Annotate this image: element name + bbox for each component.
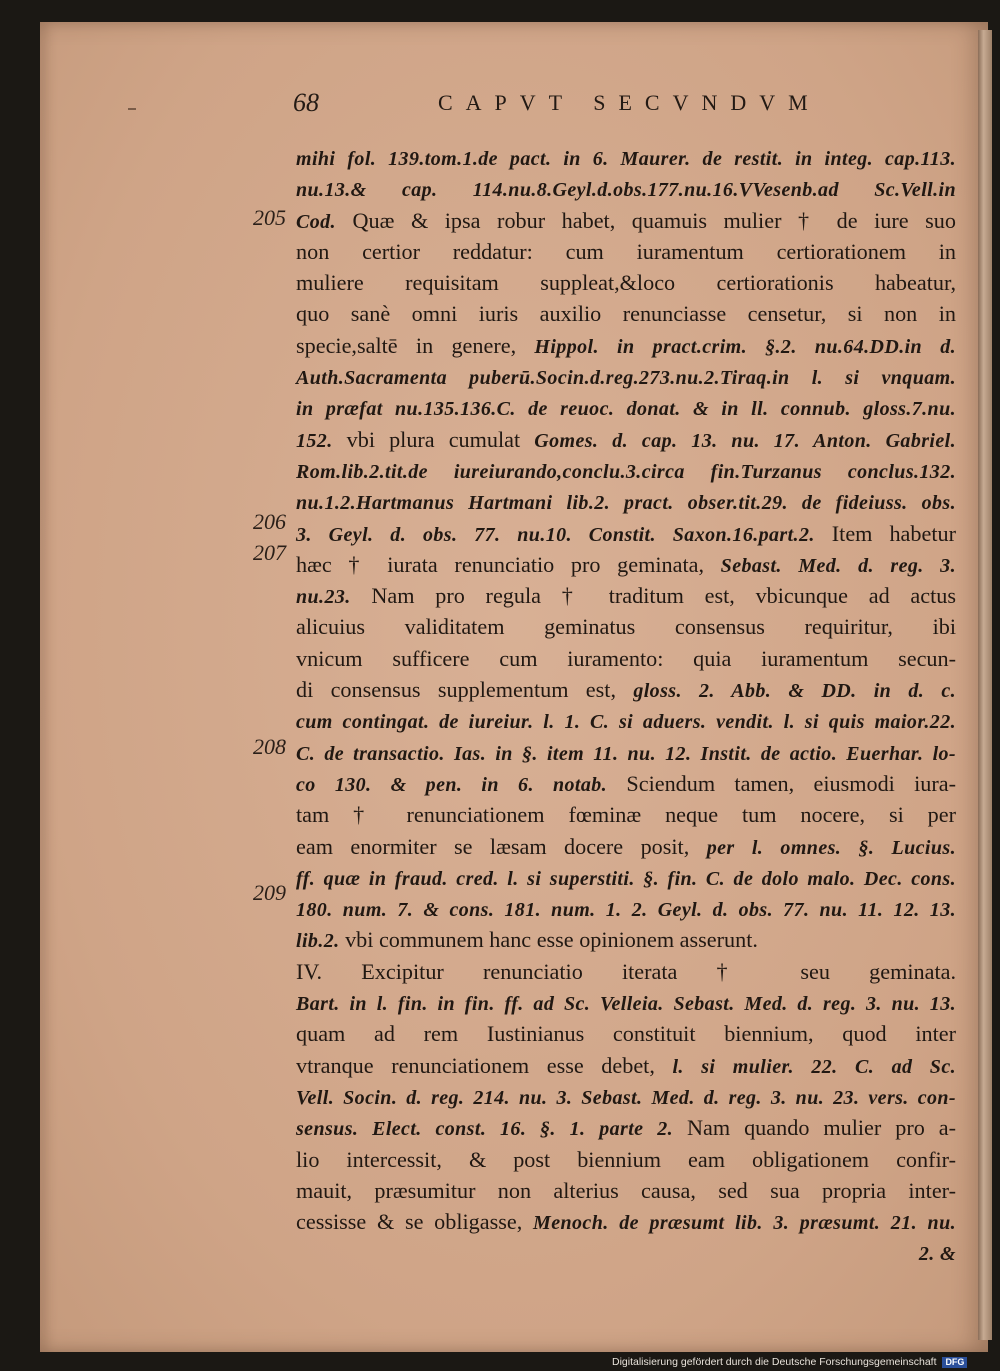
citation-text: 180. num. 7. & cons. 181. num. 1. 2. Geyl. d. obs. 77. nu. 11. 12. 13. [296, 899, 956, 922]
running-head: CAPVT SECVNDVM [438, 90, 821, 115]
body-text-segment: di consensus supplementum est, [296, 677, 634, 703]
citation-text: per l. omnes. §. Lucius. [706, 836, 956, 859]
margin-number-207: 207 [253, 540, 286, 565]
citation-text: co 130. & pen. in 6. notab. [296, 773, 608, 796]
citation-text: Rom.lib.2.tit.de iureiurando,conclu.3.circa fin.Turzanus conclus.132. [296, 460, 956, 483]
text-line [296, 1175, 956, 1206]
margin-number-209: 209 [253, 880, 286, 905]
text-line [296, 1018, 956, 1049]
citation-text: nu.23. [296, 586, 351, 609]
citation-text: Hippol. in pract.crim. §.2. nu.64.DD.in d. [534, 335, 957, 358]
text-line [296, 1237, 956, 1268]
body-text-segment: Nam quando mulier pro a- [673, 1115, 956, 1141]
body-text-segment: tam † renunciationem fœminæ neque tum nocere, si per [296, 802, 956, 828]
citation-text: 2. & [918, 1243, 956, 1266]
citation-text: C. de transactio. Ias. in §. item 11. nu. 12. Instit. de actio. Euerhar. lo- [296, 742, 956, 765]
text-line [296, 705, 956, 736]
text-line [296, 768, 956, 799]
body-text-segment: quam ad rem Iustinianus constituit biennium, quod inter [296, 1021, 956, 1047]
text-line [296, 1081, 956, 1112]
text-line [296, 205, 956, 236]
text-line [296, 424, 956, 455]
footer-text: Digitalisierung gefördert durch die Deutsche Forschungsgemeinschaft [612, 1356, 937, 1368]
citation-text: nu.13.& cap. 114.nu.8.Geyl.d.obs.177.nu.16.VVesenb.ad Sc.Vell.in [296, 179, 956, 202]
text-line [296, 987, 956, 1018]
text-line [296, 799, 956, 830]
body-text-segment: Nam pro regula † traditum est, vbicunque ad actus [350, 583, 956, 609]
citation-text: in præfat nu.135.136.C. de reuoc. donat. & in ll. connub. gloss.7.nu. [296, 398, 956, 421]
citation-text: Bart. in l. fin. in fin. ff. ad Sc. Velleia. Sebast. Med. d. reg. 3. nu. 13. [296, 993, 956, 1016]
body-text-segment: specie,saltē in genere, [296, 332, 535, 358]
text-line [296, 674, 956, 705]
citation-text: 3. Geyl. d. obs. 77. nu.10. Constit. Saxon.16.part.2. [296, 523, 815, 546]
dfg-logo: DFG [942, 1357, 967, 1368]
citation-text: ff. quæ in fraud. cred. l. si superstiti. §. fin. C. de dolo malo. Dec. cons. [296, 867, 956, 890]
text-line [296, 455, 956, 486]
footer [612, 1356, 967, 1368]
text-line [296, 330, 956, 361]
citation-text: Vell. Socin. d. reg. 214. nu. 3. Sebast. Med. d. reg. 3. nu. 23. vers. con- [296, 1086, 956, 1109]
body-text-segment: eam enormiter se læsam docere posit, [296, 833, 707, 859]
citation-text: cum contingat. de iureiur. l. 1. C. si aduers. vendit. l. si quis maior.22. [296, 711, 956, 734]
body-text-segment: muliere requisitam suppleat,&loco certiorationis habeatur, [296, 270, 956, 296]
citation-text: 152. [296, 429, 333, 452]
citation-text: l. si mulier. 22. C. ad Sc. [672, 1055, 956, 1078]
citation-text: Cod. [296, 210, 336, 233]
margin-mark [128, 108, 136, 110]
margin-number-208: 208 [253, 734, 286, 759]
body-text [296, 142, 956, 1269]
body-text-segment: non certior reddatur: cum iuramentum certiorationem in [296, 238, 956, 264]
citation-text: Auth.Sacramenta puberū.Socin.d.reg.273.nu.2.Tiraq.in l. si vnquam. [296, 367, 956, 390]
page-number: 68 [293, 88, 319, 117]
text-line [296, 924, 956, 955]
body-text-segment: lio intercessit, & post biennium eam obligationem confir- [296, 1146, 956, 1172]
body-text-segment: vtranque renunciationem esse debet, [296, 1052, 673, 1078]
text-line [296, 611, 956, 642]
text-line [296, 1112, 956, 1143]
body-text-segment: Item habetur [814, 520, 956, 546]
margin-number-206: 206 [253, 509, 286, 534]
body-text-segment: vbi communem hanc esse opinionem asserunt. [339, 927, 758, 953]
text-line [296, 267, 956, 298]
body-text-segment: mauit, præsumitur non alterius causa, sed sua propria inter- [296, 1177, 956, 1203]
text-line [296, 956, 956, 987]
page-edge [978, 30, 992, 1340]
text-line [296, 831, 956, 862]
body-text-segment: cessisse & se obligasse, [296, 1209, 534, 1235]
body-text-segment: quo sanè omni iuris auxilio renunciasse censetur, si non in [296, 301, 956, 327]
body-text-segment: alicuius validitatem geminatus consensus requiritur, ibi [296, 614, 956, 640]
text-line [296, 1050, 956, 1081]
citation-text: gloss. 2. Abb. & DD. in d. c. [633, 680, 956, 703]
text-line [296, 893, 956, 924]
citation-text: nu.1.2.Hartmanus Hartmani lib.2. pract. obser.tit.29. de fideiuss. obs. [296, 492, 956, 515]
text-line [296, 1206, 956, 1237]
body-text-segment: vbi plura cumulat [332, 426, 535, 452]
body-text-segment: Sciendum tamen, eiusmodi iura- [607, 770, 957, 796]
text-line [296, 643, 956, 674]
body-text-segment: IV. Excipitur renunciatio iterata † seu geminata. [296, 958, 956, 984]
body-text-segment: Quæ & ipsa robur habet, quamuis mulier † de iure suo [335, 207, 956, 233]
text-line [296, 580, 956, 611]
margin-number-205: 205 [253, 205, 286, 230]
citation-text: lib.2. [296, 930, 340, 953]
citation-text: mihi fol. 139.tom.1.de pact. in 6. Maurer. de restit. in integ. cap.113. [296, 148, 956, 170]
text-line [296, 236, 956, 267]
text-line [296, 518, 956, 549]
citation-text: sensus. Elect. const. 16. §. 1. parte 2. [296, 1118, 674, 1141]
text-line [296, 1144, 956, 1175]
page-header [293, 88, 853, 128]
citation-text: Sebast. Med. d. reg. 3. [720, 554, 956, 577]
text-line [296, 298, 956, 329]
text-line [296, 549, 956, 580]
citation-text: Gomes. d. cap. 13. nu. 17. Anton. Gabriel. [534, 429, 956, 452]
text-line [296, 392, 956, 423]
body-text-segment: hæc † iurata renunciatio pro geminata, [296, 551, 721, 577]
text-line [296, 173, 956, 204]
text-line [296, 361, 956, 392]
citation-text: Menoch. de præsumt lib. 3. præsumt. 21. nu. [533, 1212, 957, 1235]
text-line [296, 862, 956, 893]
body-text-segment: vnicum sufficere cum iuramento: quia iuramentum secun- [296, 645, 956, 671]
text-line [296, 486, 956, 517]
text-line [296, 142, 956, 173]
text-line [296, 737, 956, 768]
